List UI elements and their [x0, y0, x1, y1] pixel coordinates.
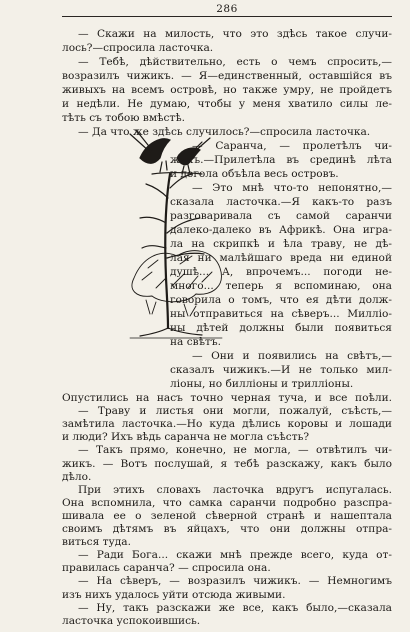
- text-line: виться туда.: [62, 536, 131, 549]
- text-line: изъ нихъ удалось уйти отсюда живыми.: [62, 588, 286, 601]
- text-line: ны дѣтей должны были появиться: [170, 322, 392, 334]
- text-line: много... теперь я вспоминаю, она: [170, 280, 392, 292]
- text-line: тѣть съ тобою вмѣстѣ.: [62, 112, 186, 124]
- text-line: далеко-далеко въ Африкѣ. Она игра-: [170, 224, 392, 236]
- text-line: ла на скрипкѣ и ѣла траву, не дѣ-: [170, 238, 392, 250]
- text-line: Опустились на насъ точно черная туча, и все поѣли.: [62, 392, 392, 404]
- text-line: на свѣтъ.: [170, 336, 221, 348]
- text-line: — Ну, такъ разскажи же все, какъ было,—сказала: [78, 601, 392, 614]
- text-line: — Скажи на милость, что это здѣсь такое случи-: [78, 28, 392, 40]
- text-line: шивала ее о зеленой сѣверной странѣ и нашептала: [62, 509, 392, 522]
- text-line: жикъ.—Прилетѣла въ срединѣ лѣта: [170, 154, 392, 166]
- text-line: замѣтила ласточка.—Но куда дѣлись коровы и лошади: [62, 418, 392, 431]
- book-page: [62, 0, 392, 632]
- text-line: — Ради Бога... скажи мнѣ прежде всего, куда от-: [78, 549, 392, 562]
- text-line: — Саранча, — пролетѣлъ чи-: [192, 140, 392, 152]
- text-line: сказала ласточка.—Я какъ-то разъ: [170, 196, 392, 208]
- text-line: — Да что же здѣсь случилось?—спросила ласточка.: [78, 126, 371, 138]
- text-line: говорила о томъ, что ея дѣти долж-: [170, 294, 392, 306]
- text-line: душѣ... А, впрочемъ... погоди не-: [170, 266, 392, 278]
- header-rule: [62, 16, 392, 17]
- text-line: — Тебѣ, дѣйствительно, есть о чемъ спросить,—: [78, 56, 392, 68]
- text-line: — Это мнѣ что-то непонятно,—: [192, 182, 392, 194]
- text-line: — Такъ прямо, конечно, не могла, — отвѣтилъ чи-: [78, 444, 392, 457]
- text-line: и недѣли. Не думаю, чтобы у меня хватило силы ле-: [62, 98, 392, 110]
- text-line: — Они и появились на свѣтъ,—: [192, 350, 392, 362]
- text-line: ны отправиться на сѣверъ... Миллio-: [170, 308, 392, 320]
- text-line: и люди? Ихъ вѣдь саранча не могла съѣсть?: [62, 431, 310, 444]
- page-number: 286: [216, 3, 238, 15]
- text-line: сказалъ чижикъ.—И не только мил-: [170, 364, 392, 376]
- text-line: жикъ. — Вотъ послушай, я тебѣ разскажу, какъ было: [62, 457, 392, 470]
- text-line: дѣло.: [62, 470, 92, 483]
- text-line: ліоны, но билліоны и трилліоны.: [170, 378, 354, 390]
- text-line: правилась саранча? — спросила она.: [62, 562, 271, 575]
- text-line: разговаривала съ самой саранчи: [170, 210, 392, 222]
- text-line: живыхъ на всемъ островѣ, но также умру, не пройдетъ: [62, 84, 392, 96]
- text-line: своимъ дѣтямъ въ яйцахъ, что они должны отпра-: [62, 523, 392, 535]
- text-line: При этихъ словахъ ласточка вдругъ испугалась.: [78, 483, 392, 496]
- text-line: ласточка успокоившись.: [62, 614, 201, 627]
- text-line: лая ни малѣйшаго вреда ни единой: [170, 252, 392, 264]
- text-line: — Траву и листья они могли, пожалуй, съѣсть,—: [78, 405, 392, 418]
- text-line: и догола объѣла весь островъ.: [170, 168, 339, 180]
- text-line: лось?—спросила ласточка.: [62, 42, 214, 54]
- text-line: — На сѣверъ, — возразилъ чижикъ. — Немногимъ: [78, 575, 392, 588]
- text-line: возразилъ чижикъ. — Я—единственный, оставшійся въ: [62, 70, 392, 82]
- text-line: Она вспомнила, что самка саранчи подробно разспра-: [62, 496, 392, 509]
